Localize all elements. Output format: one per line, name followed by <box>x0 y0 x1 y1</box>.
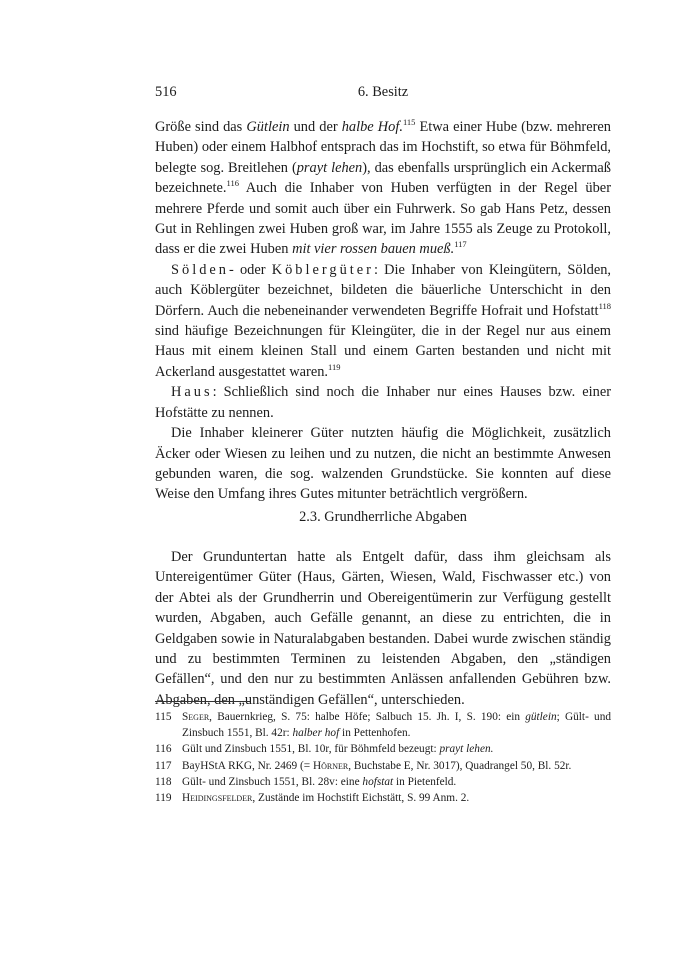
italic-term: gütlein <box>525 711 557 723</box>
paragraph <box>155 382 611 423</box>
footnote <box>155 790 611 806</box>
italic-term: prayt lehen <box>296 159 363 176</box>
footnote-ref[interactable]: 115 <box>402 117 416 128</box>
text-run: , Zustände im Hochstift Eichstätt, S. 99 Anm. 2. <box>252 792 470 805</box>
paragraph <box>155 117 611 260</box>
text-run: , Bauernkrieg, S. 75: halbe Höfe; Salbuch 15. Jh. I, S. 190: ein <box>209 711 526 723</box>
footnote-number: 118 <box>155 775 172 788</box>
spaced-term: Haus <box>171 384 213 401</box>
text-run: und der <box>289 119 342 135</box>
footnote-number: 117 <box>155 759 172 772</box>
spaced-term: Köblergüter <box>271 261 374 278</box>
footnote-divider <box>155 701 250 702</box>
text-run: Größe sind das <box>155 119 247 135</box>
section-heading: 2.3. Grundherrliche Abgaben <box>299 509 467 525</box>
text-run: in Pettenhofen. <box>339 727 411 740</box>
footnote <box>155 741 611 757</box>
footnote <box>155 774 611 790</box>
text-run: ), das ebenfalls ursprünglich ein Ackermaß bezeichnete. <box>155 159 611 197</box>
footnote-ref[interactable]: 116 <box>226 178 239 189</box>
chapter-title: 6. Besitz <box>357 84 409 100</box>
section-2-text <box>155 547 611 710</box>
italic-term: prayt lehen. <box>439 743 494 756</box>
text-run: Auch die Inhaber von Huben verfügten in der Regel über mehrere Pferde und somit auch über ein Fuhrwerk. So gab Hans Petz, dessen Gut in Rehlingen zwei Huben groß war, im Jahre 1555 als Zeuge zu Protokoll, dass er die zwei Huben <box>155 180 611 258</box>
paragraph: Der Grunduntertan hatte als Entgelt dafür, dass ihm gleichsam als Untereigentümer Güter (Haus, Gärten, Wiesen, Wald, Fischwasser etc.) von der Abtei als der Grundherrin und Obereigentümerin zur Verfügung gestellt wurden, Abgaben, auch Gefälle genannt, an diese zu entrichten, die in Geldgaben sowie in Naturalabgaben bestanden. Dabei wurde zwischen ständig und zu bestimmten Terminen zu leistenden Abgaben, den „ständigen Gefällen“, und den nur zu bestimmten Anlässen anfallenden Gebühren bzw. Abgaben, den „unständigen Gefällen“, unterschieden. <box>155 549 611 708</box>
page-number: 516 <box>155 84 177 100</box>
text-run: Gült- und Zinsbuch 1551, Bl. 28v: eine <box>182 775 363 788</box>
author-name: Heidingsfelder <box>182 792 253 805</box>
text-run: ; Gült- und Zinsbuch 1551, Bl. 42r: <box>182 711 611 740</box>
paragraph <box>155 260 611 382</box>
italic-term: halber hof <box>292 727 340 740</box>
footnote-number: 116 <box>155 743 172 756</box>
footnote-ref[interactable]: 118 <box>598 300 611 311</box>
footnote-ref[interactable]: 119 <box>328 362 341 373</box>
author-name: Seger <box>182 711 210 723</box>
footnote <box>155 758 611 774</box>
text-run: , Buchstabe E, Nr. 3017), Quadrangel 50, Bl. 52r. <box>348 759 572 772</box>
italic-term: halbe Hof. <box>341 119 403 135</box>
text-run: in Pietenfeld. <box>393 775 457 788</box>
paragraph: Die Inhaber kleinerer Güter nutzten häufig die Möglichkeit, zusätzlich Äcker oder Wiesen zu leihen und zu nutzen, die nicht an bestimmte Anwesen gebunden waren, die sog. walzenden Grundstücke. Sie konnten auf diese Weise den Umfang ihres Gutes mitunter beträchtlich vergrößern. <box>155 425 611 503</box>
footnote-ref[interactable]: 117 <box>454 239 467 250</box>
section-1-text <box>155 117 611 505</box>
text-run: : Schließlich sind noch die Inhaber nur eines Hauses bzw. einer Hofstätte zu nennen. <box>155 384 611 421</box>
italic-term: Gütlein <box>246 119 290 135</box>
text-run: Etwa einer Hube (bzw. mehreren Huben) oder einem Halbhof entsprach das im Hochstift, so etwa für Böhmfeld, belegte sog. Breitlehen ( <box>155 119 611 176</box>
spaced-term: Sölden <box>171 261 229 278</box>
text-run: - oder <box>228 261 272 278</box>
footnote <box>155 709 611 741</box>
text-run: Gült und Zinsbuch 1551, Bl. 10r, für Böhmfeld bezeugt: <box>182 743 440 756</box>
text-run: : Die Inhaber von Kleingütern, Sölden, auch Köblergüter bezeichnet, bildeten die bäuerliche Unterschicht in den Dörfern. Auch die nebeneinander verwendeten Begriffe Hofrait und Hofstatt <box>155 261 612 319</box>
footnote-number: 115 <box>155 711 172 723</box>
italic-term: hofstat <box>362 775 394 788</box>
running-header <box>155 84 611 106</box>
footnote-number: 119 <box>155 792 172 805</box>
text-run: BayHStA RKG, Nr. 2469 (= <box>182 759 313 772</box>
italic-quote: mit vier rossen bauen mueß. <box>292 241 455 258</box>
text-run: sind häufige Bezeichnungen für Kleingüter, die in der Regel nur aus einem Haus mit einem kleinen Stall und einem Garten bestanden und nicht mit Ackerland ausgestattet waren. <box>155 323 611 380</box>
footnotes <box>155 709 611 806</box>
author-name: Hörner <box>312 759 349 772</box>
